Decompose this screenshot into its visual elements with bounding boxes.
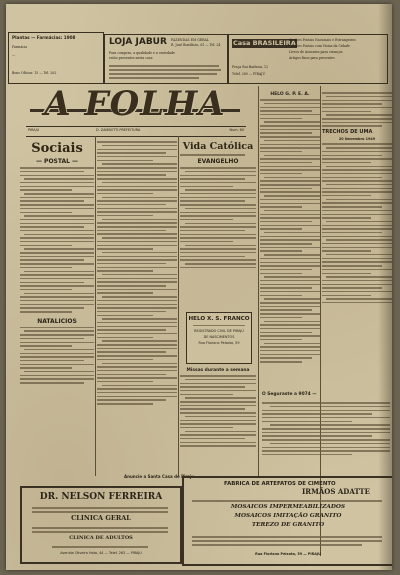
ad-left-line-4: Bons Ofícios: 15 — Tel. 262 <box>12 71 57 75</box>
nelson-clinica-geral: CLINICA GERAL <box>71 514 131 522</box>
ad-fabrica-artefatos <box>182 476 392 566</box>
ad-jabur-title: LOJA JABUR <box>109 37 167 47</box>
registro-civil-box <box>186 312 252 364</box>
helo-box-line-3: Rua Floriano Peixoto, 59 <box>198 341 240 346</box>
col4-heading: HELO G. P. E. A. <box>270 92 310 97</box>
ad-jabur-line-2: R. José Bonifácio, 61 — Tel. 24 <box>171 43 221 47</box>
ad-casa-brasileira <box>228 34 388 84</box>
natalicios-heading: NATALICIOS <box>37 317 77 325</box>
fabrica-line-2: MOSAICOS IMITAÇÃO GRANITO <box>234 513 342 519</box>
ad-top-left <box>8 32 104 84</box>
ad-bras-line-4: Artigos finos para presentes <box>289 56 335 60</box>
ad-dr-nelson-ferreira <box>20 486 182 564</box>
sociais-heading: Sociais <box>31 141 83 156</box>
nelson-clinica-adultos: CLINICA DE ADULTOS <box>69 535 133 541</box>
masthead <box>30 84 240 124</box>
dateline-right: Num. 60 <box>229 128 244 132</box>
ad-jabur-line-4: estão presentes nesta casa <box>109 56 153 60</box>
column-social-notes <box>97 139 177 479</box>
column-rule <box>178 136 179 476</box>
ad-bras-title: Casa BRASILEIRA <box>233 39 296 47</box>
column-rule <box>258 86 259 476</box>
newspaper-title: A FOLHA <box>44 84 226 124</box>
seguraste-line: O Seguraste a 9074 — <box>262 392 317 397</box>
trechos-date: 20 Novembro 1949 <box>338 137 376 142</box>
ad-bras-line-1: Cartões Postais Nacionais e Estrangeiros <box>289 38 356 42</box>
missas-heading: Missas durante a semana <box>186 368 250 373</box>
nelson-title: DR. NELSON FERREIRA <box>39 492 163 502</box>
helo-box-line-2: DE NASCIMENTOS <box>203 335 235 340</box>
lower-right-text <box>262 400 390 470</box>
newspaper-page <box>6 4 392 570</box>
missas-section <box>180 366 256 468</box>
vida-catolica-heading: Vida Católica <box>182 141 254 152</box>
ad-jabur-line-1: FAZENDAS EM GERAL <box>171 38 209 42</box>
dateline-left: PIRAJU <box>28 128 40 132</box>
anuncie-line: Anuncie a Santa Casa de Piraju <box>124 474 195 479</box>
ad-left-line-3: — <box>12 53 16 57</box>
ad-jabur-line-3: Para compras, a qualidade e a variedade <box>109 51 175 55</box>
evangelho-heading: EVANGELHO <box>197 157 239 165</box>
ad-bras-line-6: Telef. 280 — PIRAJÚ <box>232 72 266 76</box>
ad-left-line-1: Plantas — Farmácias: 1908 <box>12 35 76 40</box>
dateline <box>26 126 246 137</box>
page-edge-shadow <box>378 4 392 570</box>
helo-box-line-1: REGISTRADO CIVIL DE PIRAJÚ <box>194 329 244 334</box>
sociais-subheading: — POSTAL — <box>35 158 79 165</box>
fabrica-brand: IRMÃOS ADATTE <box>302 487 370 496</box>
ad-left-line-2: Farmácia <box>12 45 28 49</box>
ad-bras-line-5: Praça Rui Barbosa, 12 <box>232 65 269 69</box>
helo-box-title: HELO X. S. FRANCO <box>188 316 250 322</box>
dateline-center: D. ZAMBOTTI PREFEITURA <box>96 128 141 132</box>
ad-loja-jabur <box>104 34 228 84</box>
fabrica-line-3: TEREZO DE GRANITO <box>251 522 325 528</box>
ad-bras-line-2: Cartões Postais com Vistas da Cidade <box>289 44 350 48</box>
trechos-heading: TRECHOS DE UMA <box>322 129 373 136</box>
fabrica-address: Rua Floriano Peixoto, 59 — PIRAJU <box>255 552 321 556</box>
ad-bras-line-3: Livros de Assuntos para crianças <box>289 50 343 54</box>
fabrica-line-1: MOSAICOS IMPERMEABILIZADOS <box>230 504 346 510</box>
fabrica-title: FABRICA DE ARTEFATOS DE CIMENTO <box>224 481 336 487</box>
column-rule <box>95 136 96 476</box>
nelson-address: Avenida Oliveira Hota, 44 — Telef. 263 — PIRAJU <box>60 551 142 555</box>
